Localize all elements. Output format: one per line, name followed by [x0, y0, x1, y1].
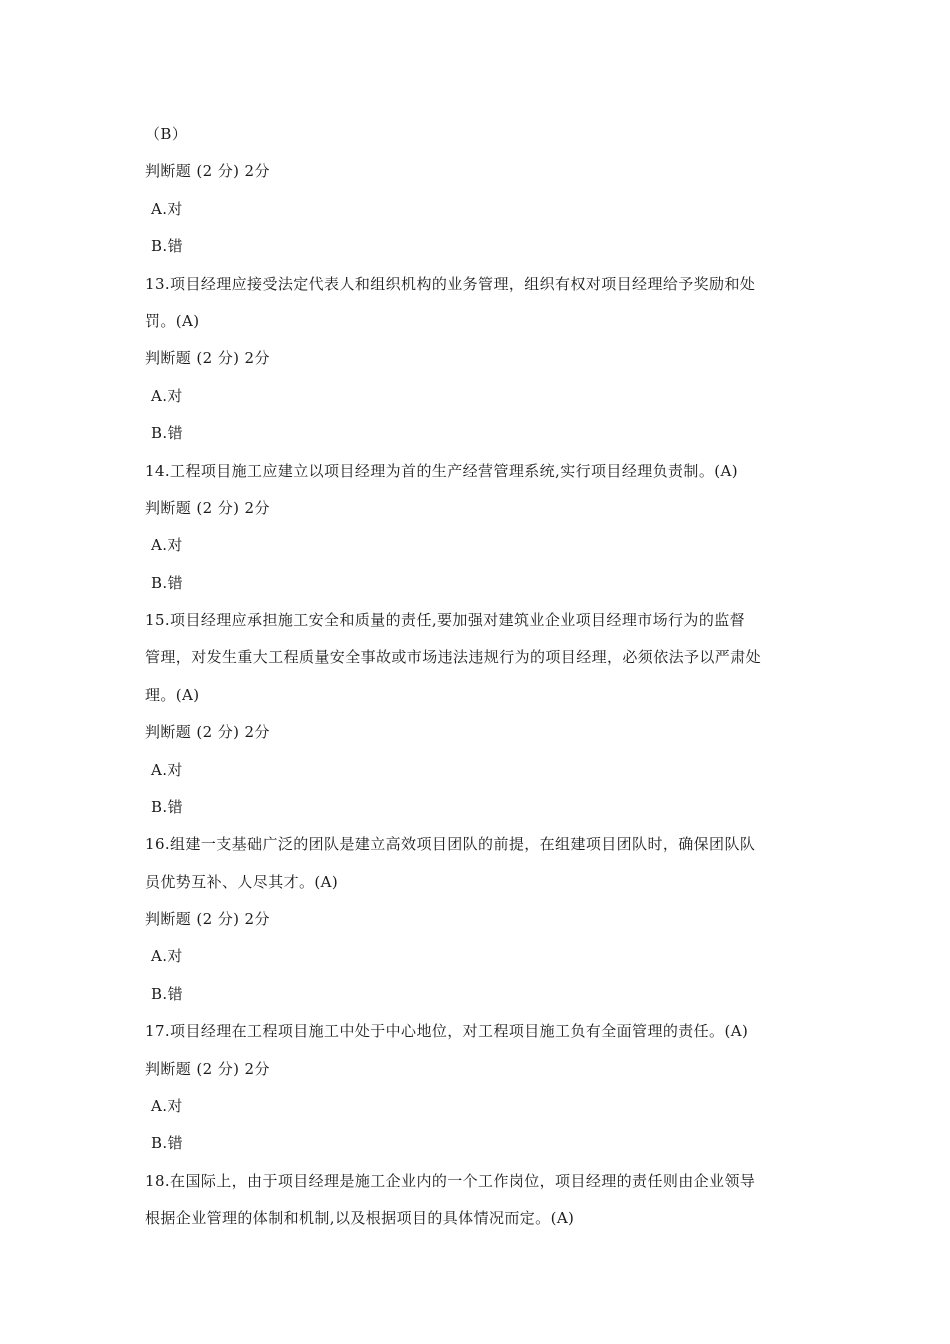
option-a: A.对 [151, 200, 183, 218]
option-a: A.对 [151, 536, 183, 554]
option-b: B.错 [151, 985, 183, 1003]
question-type: 判断题 (2 分) 2分 [145, 1060, 270, 1078]
question-15-text-cont: 理。(A) [145, 686, 200, 704]
question-15-text-cont: 管理，对发生重大工程质量安全事故或市场违法违规行为的项目经理，必须依法予以严肃处 [145, 648, 762, 666]
question-type: 判断题 (2 分) 2分 [145, 910, 270, 928]
answer-text: （B） [145, 125, 188, 143]
question-15-text: 15.项目经理应承担施工安全和质量的责任,要加强对建筑业企业项目经理市场行为的监督 [145, 611, 746, 629]
question-type: 判断题 (2 分) 2分 [145, 723, 270, 741]
option-b: B.错 [151, 237, 183, 255]
question-type: 判断题 (2 分) 2分 [145, 349, 270, 367]
option-a: A.对 [151, 387, 183, 405]
option-b: B.错 [151, 1134, 183, 1152]
option-b: B.错 [151, 424, 183, 442]
question-18-text-cont: 根据企业管理的体制和机制,以及根据项目的具体情况而定。(A) [145, 1209, 575, 1227]
option-b: B.错 [151, 798, 183, 816]
question-17-text: 17.项目经理在工程项目施工中处于中心地位，对工程项目施工负有全面管理的责任。(A) [145, 1022, 749, 1040]
question-13-text-cont: 罚。(A) [145, 312, 200, 330]
question-13-text: 13.项目经理应接受法定代表人和组织机构的业务管理，组织有权对项目经理给予奖励和处 [145, 275, 756, 293]
question-type: 判断题 (2 分) 2分 [145, 499, 270, 517]
question-18-text: 18.在国际上，由于项目经理是施工企业内的一个工作岗位，项目经理的责任则由企业领导 [145, 1172, 756, 1190]
question-16-text: 16.组建一支基础广泛的团队是建立高效项目团队的前提，在组建项目团队时，确保团队队 [145, 835, 756, 853]
question-14-text: 14.工程项目施工应建立以项目经理为首的生产经营管理系统,实行项目经理负责制。(A) [145, 462, 738, 480]
option-a: A.对 [151, 761, 183, 779]
question-type: 判断题 (2 分) 2分 [145, 162, 270, 180]
option-b: B.错 [151, 574, 183, 592]
option-a: A.对 [151, 1097, 183, 1115]
question-16-text-cont: 员优势互补、人尽其才。(A) [145, 873, 339, 891]
option-a: A.对 [151, 947, 183, 965]
